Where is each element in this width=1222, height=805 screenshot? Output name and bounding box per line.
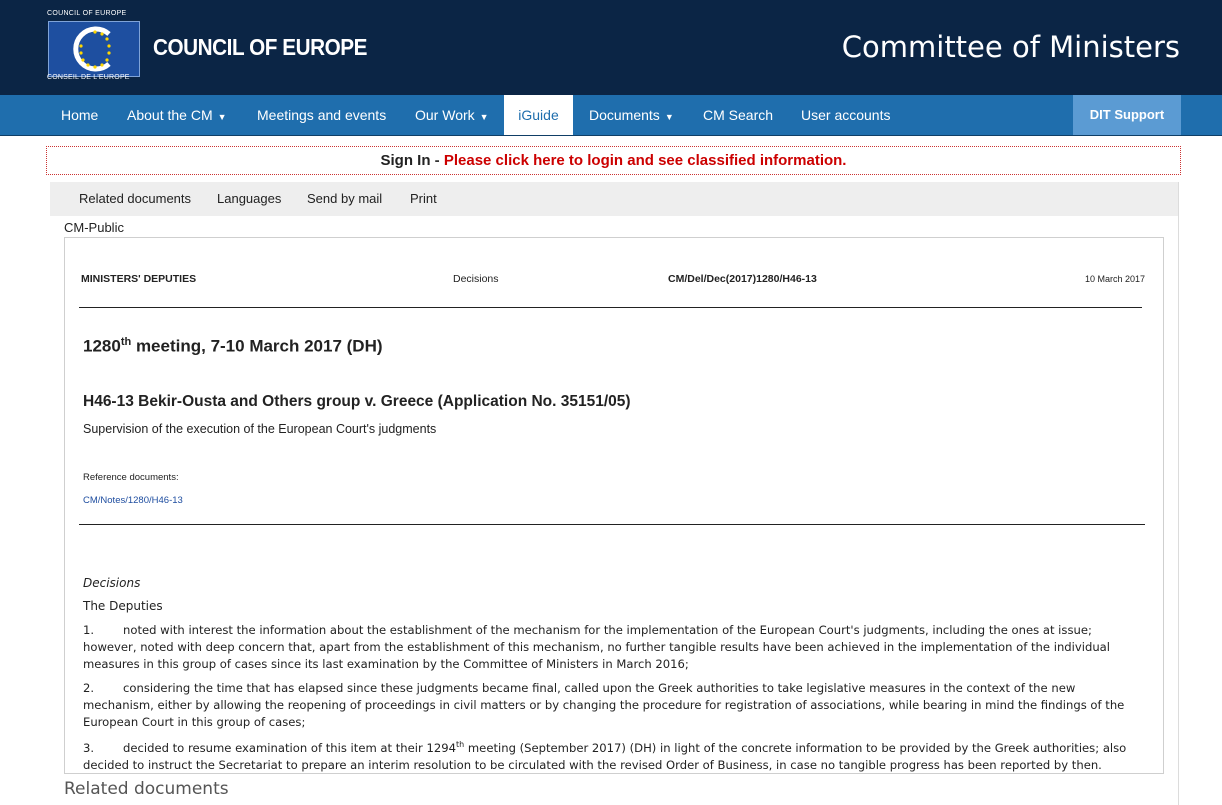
nav-cm-search[interactable] [703, 95, 773, 135]
main-nav [0, 95, 1222, 136]
reference-documents-label: Reference documents: [83, 472, 179, 483]
toolbar-print[interactable]: Print [410, 191, 437, 206]
related-documents-heading: Related documents [64, 779, 229, 799]
caret-down-icon: ▼ [664, 112, 674, 122]
paragraph-number: 2. [83, 681, 95, 695]
nav-meetings-and-events[interactable] [257, 95, 386, 135]
caret-down-icon: ▼ [217, 112, 227, 122]
document-viewer[interactable] [64, 237, 1164, 774]
paragraph-sup: th [455, 740, 465, 749]
decision-paragraph-1 [83, 622, 1138, 673]
doc-header-reference: CM/Del/Dec(2017)1280/H46-13 [668, 273, 817, 285]
deputies-label: The Deputies [83, 599, 163, 613]
dit-support-button[interactable]: DIT Support [1073, 95, 1181, 135]
case-title: H46-13 Bekir-Ousta and Others group v. Greece (Application No. 35151/05) [83, 393, 631, 410]
supervision-subtitle: Supervision of the execution of the European Court's judgments [83, 422, 437, 436]
site-header [0, 0, 1222, 95]
signin-link[interactable]: Please click here to login and see classified information. [443, 152, 847, 169]
nav-meetings-label: Meetings and events [257, 107, 387, 123]
toolbar-languages[interactable]: Languages [217, 191, 282, 206]
nav-cm-search-label: CM Search [703, 107, 774, 123]
caret-down-icon: ▼ [479, 112, 489, 122]
nav-documents-label: Documents [589, 107, 660, 123]
meeting-rest: meeting, 7-10 March 2017 (DH) [131, 336, 383, 356]
paragraph-text-after: meeting (September 2017) (DH) in light of the concrete information to be provided by the Greek authorities; also decided to instruct the Secretariat to prepare an interim resolution to be circulated with the revised Order of Business, in case no tangible progress has been reported by then. [83, 740, 1127, 772]
paragraph-text: noted with interest the information about the establishment of the mechanism for the implementation of the European Court's judgments, including the ones at issue; however, noted with deep concern that, apart from the establishment of this mechanism, no further tangible results have been achieved in the implementation of the individual measures in this group of cases since its last examination by the Committee of Ministers in March 2016; [83, 623, 1110, 671]
doc-header-date: 10 March 2017 [1085, 274, 1146, 284]
nav-iguide[interactable] [504, 95, 573, 135]
nav-home[interactable] [61, 95, 98, 135]
decision-paragraph-2 [83, 680, 1138, 731]
paragraph-text: considering the time that has elapsed since these judgments became final, called upon the Greek authorities to take legislative measures in the context of the new mechanism, either by allowing the reopening of proceedings in civil matters or by changing the procedure for registration of associations, while bearing in mind the findings of the European Court in this group of cases; [83, 681, 1125, 729]
document-toolbar [50, 182, 1179, 216]
decisions-heading: Decisions [83, 576, 141, 590]
nav-about-label: About the CM [127, 107, 213, 123]
signin-separator: - [430, 152, 444, 169]
paragraph-text-before: decided to resume examination of this item at their 1294 [123, 740, 456, 755]
meeting-suffix: th [120, 336, 132, 348]
paragraph-number: 3. [83, 740, 95, 755]
content-divider [1178, 182, 1179, 805]
nav-our-work[interactable] [415, 95, 489, 135]
header-rule [79, 307, 1142, 308]
nav-iguide-label: iGuide [518, 107, 559, 123]
meeting-title [83, 336, 383, 357]
doc-header-body: MINISTERS' DEPUTIES [81, 273, 197, 285]
decision-paragraph-3 [83, 736, 1138, 774]
council-of-europe-logo[interactable] [47, 10, 141, 84]
nav-user-accounts-label: User accounts [801, 107, 891, 123]
logo-bottom-text: CONSEIL DE L'EUROPE [47, 74, 130, 81]
nav-about-the-cm[interactable] [127, 95, 227, 135]
nav-user-accounts[interactable] [801, 95, 890, 135]
toolbar-send-by-mail[interactable]: Send by mail [307, 191, 383, 206]
org-name[interactable]: COUNCIL OF EUROPE [153, 34, 367, 60]
logo-top-text: COUNCIL OF EUROPE [47, 10, 127, 17]
nav-home-label: Home [61, 107, 99, 123]
signin-prefix: Sign In [380, 152, 431, 169]
nav-documents[interactable] [589, 95, 674, 135]
meeting-number: 1280 [83, 336, 121, 356]
reference-rule [79, 524, 1145, 525]
logo-emblem-icon [48, 21, 140, 77]
toolbar-related-documents[interactable]: Related documents [79, 191, 192, 206]
site-title: Committee of Ministers [841, 30, 1180, 64]
paragraph-number: 1. [83, 623, 95, 637]
signin-banner[interactable] [46, 146, 1181, 175]
doc-header-type: Decisions [453, 273, 499, 285]
classification-label: CM-Public [64, 220, 124, 235]
nav-our-work-label: Our Work [415, 107, 475, 123]
reference-document-link[interactable]: CM/Notes/1280/H46-13 [83, 495, 183, 506]
